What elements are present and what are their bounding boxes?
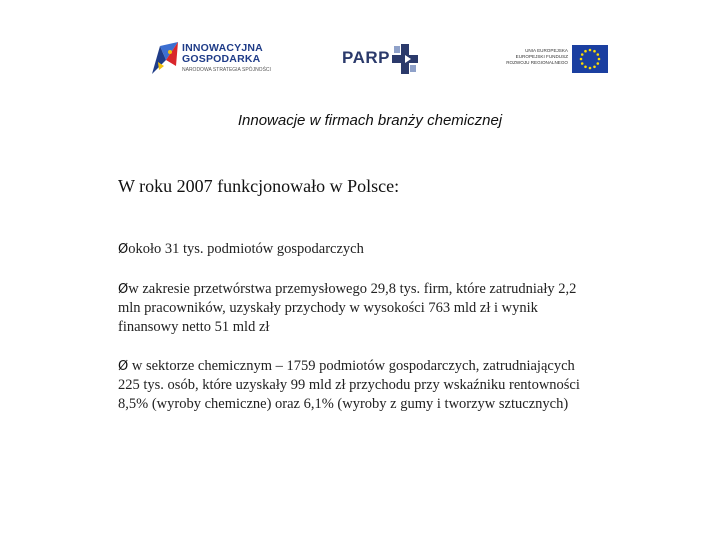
bullet-item bbox=[118, 280, 598, 337]
innovative-economy-line2: GOSPODARKA bbox=[182, 53, 261, 65]
intro-text: W roku 2007 funkcjonowało w Polsce: bbox=[118, 176, 400, 196]
innovative-economy-line1: INNOWACYJNA bbox=[182, 42, 263, 54]
eu-line3: ROZWOJU REGIONALNEGO bbox=[506, 60, 568, 65]
innovative-economy-mark-icon bbox=[150, 40, 180, 76]
parp-name: PARP bbox=[342, 48, 390, 67]
bullet-text: w sektorze chemicznym – 1759 podmiotów gospodarczych, zatrudniających 225 tys. osób, które uzyskały 99 mld zł przychodu przy wskaźniku rentowności 8,5% (wyroby chemiczne) oraz 6,1% (wyroby z gumy i tworzyw sztucznych) bbox=[118, 358, 580, 412]
arrow-bullet-icon: Ø bbox=[118, 282, 129, 297]
bullet-text: w zakresie przetwórstwa przemysłowego 29,8 tys. firm, które zatrudniały 2,2 mln pracowników, uzyskały przychody w wysokości 763 mld zł i wynik finansowy netto 51 mld zł bbox=[118, 281, 577, 335]
parp-mark-icon bbox=[392, 44, 418, 74]
arrow-bullet-icon: Ø bbox=[118, 359, 129, 374]
eu-flag-icon bbox=[572, 45, 608, 73]
parp-logo bbox=[342, 44, 422, 76]
innovative-economy-tagline: NARODOWA STRATEGIA SPÓJNOŚCI bbox=[182, 67, 271, 73]
arrow-bullet-icon: Ø bbox=[118, 242, 129, 257]
innovative-economy-name bbox=[182, 43, 282, 65]
eu-fund-name bbox=[496, 48, 568, 66]
innovative-economy-logo bbox=[150, 40, 280, 80]
bullet-item bbox=[118, 240, 598, 259]
eu-line2: EUROPEJSKI FUNDUSZ bbox=[515, 54, 568, 59]
bullet-item bbox=[118, 357, 598, 414]
eu-line1: UNIA EUROPEJSKA bbox=[525, 48, 568, 53]
eu-logo bbox=[496, 45, 611, 75]
slide-title: Innowacje w firmach branży chemicznej bbox=[237, 112, 503, 129]
bullet-text: około 31 tys. podmiotów gospodarczych bbox=[128, 241, 364, 257]
